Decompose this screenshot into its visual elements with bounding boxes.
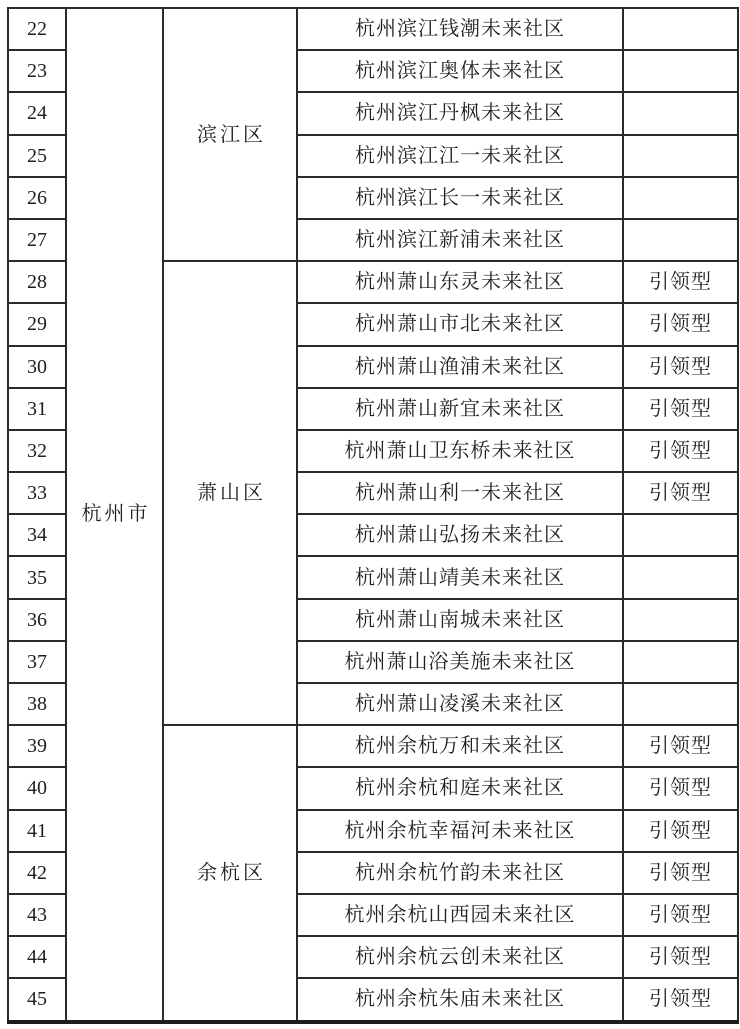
row-number: 39: [8, 725, 66, 767]
row-number: 31: [8, 388, 66, 430]
community-cell: 杭州余杭和庭未来社区: [297, 767, 623, 809]
type-cell: [623, 514, 738, 556]
district-cell-binjiang: 滨江区: [163, 8, 297, 261]
type-cell: [623, 556, 738, 598]
district-cell-yuhang: 余杭区: [163, 725, 297, 1021]
type-cell: 引领型: [623, 767, 738, 809]
row-number: 36: [8, 599, 66, 641]
community-cell: 杭州萧山东灵未来社区: [297, 261, 623, 303]
row-number: 28: [8, 261, 66, 303]
row-number: 40: [8, 767, 66, 809]
type-cell: [623, 219, 738, 261]
type-cell: 引领型: [623, 852, 738, 894]
community-cell: 杭州萧山新宜未来社区: [297, 388, 623, 430]
type-cell: [623, 135, 738, 177]
community-cell: 杭州萧山利一未来社区: [297, 472, 623, 514]
community-cell: 杭州滨江奥体未来社区: [297, 50, 623, 92]
row-number: 32: [8, 430, 66, 472]
community-cell: 杭州余杭朱庙未来社区: [297, 978, 623, 1021]
community-cell: 杭州萧山浴美施未来社区: [297, 641, 623, 683]
row-number: 37: [8, 641, 66, 683]
type-cell: [623, 92, 738, 134]
row-number: 41: [8, 810, 66, 852]
type-cell: 引领型: [623, 430, 738, 472]
row-number: 35: [8, 556, 66, 598]
community-cell: 杭州余杭云创未来社区: [297, 936, 623, 978]
table-row: [8, 8, 738, 50]
type-cell: [623, 8, 738, 50]
type-cell: [623, 50, 738, 92]
type-cell: 引领型: [623, 388, 738, 430]
row-number: 38: [8, 683, 66, 725]
community-cell: 杭州萧山凌溪未来社区: [297, 683, 623, 725]
row-number: 42: [8, 852, 66, 894]
community-cell: 杭州滨江新浦未来社区: [297, 219, 623, 261]
type-cell: 引领型: [623, 725, 738, 767]
type-cell: 引领型: [623, 261, 738, 303]
community-cell: 杭州萧山弘扬未来社区: [297, 514, 623, 556]
row-number: 34: [8, 514, 66, 556]
community-cell: 杭州余杭幸福河未来社区: [297, 810, 623, 852]
community-cell: 杭州萧山南城未来社区: [297, 599, 623, 641]
row-number: 45: [8, 978, 66, 1021]
row-number: 44: [8, 936, 66, 978]
community-cell: 杭州萧山市北未来社区: [297, 303, 623, 345]
community-cell: 杭州滨江丹枫未来社区: [297, 92, 623, 134]
type-cell: 引领型: [623, 978, 738, 1021]
row-number: 33: [8, 472, 66, 514]
type-cell: [623, 177, 738, 219]
type-cell: 引领型: [623, 346, 738, 388]
type-cell: [623, 599, 738, 641]
type-cell: 引领型: [623, 936, 738, 978]
row-number: 23: [8, 50, 66, 92]
row-number: 22: [8, 8, 66, 50]
type-cell: 引领型: [623, 472, 738, 514]
type-cell: 引领型: [623, 303, 738, 345]
community-cell: 杭州萧山渔浦未来社区: [297, 346, 623, 388]
type-cell: 引领型: [623, 810, 738, 852]
type-cell: 引领型: [623, 894, 738, 936]
community-cell: 杭州滨江长一未来社区: [297, 177, 623, 219]
community-cell: 杭州余杭山西园未来社区: [297, 894, 623, 936]
row-number: 29: [8, 303, 66, 345]
community-cell: 杭州余杭竹韵未来社区: [297, 852, 623, 894]
community-cell: 杭州萧山卫东桥未来社区: [297, 430, 623, 472]
type-cell: [623, 641, 738, 683]
community-cell: 杭州滨江钱潮未来社区: [297, 8, 623, 50]
district-cell-xiaoshan: 萧山区: [163, 261, 297, 725]
city-cell: 杭州市: [66, 8, 163, 1022]
community-cell: 杭州余杭万和未来社区: [297, 725, 623, 767]
row-number: 43: [8, 894, 66, 936]
row-number: 25: [8, 135, 66, 177]
type-cell: [623, 683, 738, 725]
future-communities-table: [7, 7, 739, 1024]
community-cell: 杭州滨江江一未来社区: [297, 135, 623, 177]
row-number: 26: [8, 177, 66, 219]
community-cell: 杭州萧山靖美未来社区: [297, 556, 623, 598]
row-number: 30: [8, 346, 66, 388]
row-number: 27: [8, 219, 66, 261]
row-number: 24: [8, 92, 66, 134]
